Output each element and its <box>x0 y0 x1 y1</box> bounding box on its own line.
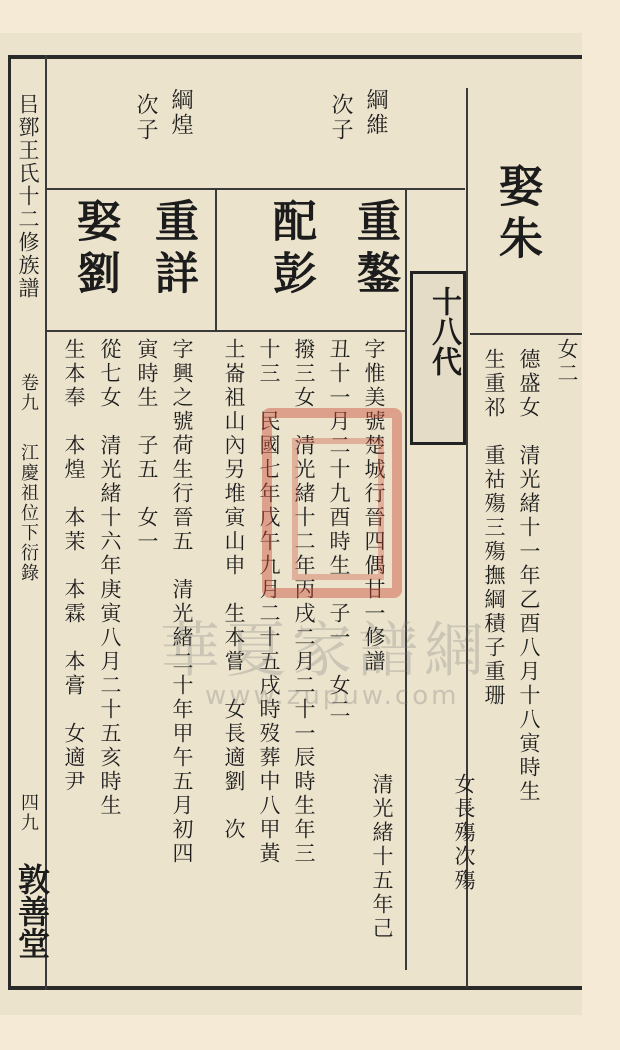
red-seal-stamp <box>262 408 402 598</box>
right-daughters-line: 女長殤次殤 <box>452 773 476 893</box>
right-column-heading-rule <box>470 333 582 335</box>
entry-chongxiang-line-1: 字興之號荷生行晉五 清光緒二十年甲午五月初四 <box>170 338 194 866</box>
entry-name-peipeng: 配彭 <box>265 198 316 302</box>
watermark-text: 華夏家譜網 <box>160 616 490 686</box>
generation-label: 十八代 <box>426 286 461 376</box>
entry-name-quliu: 娶劉 <box>69 198 120 302</box>
entry-name-chongao: 重鏊 <box>349 198 400 302</box>
right-sons-line: 生重祁 重祜殤三殤撫綱積子重珊 <box>482 348 506 708</box>
column-rule-mid <box>215 190 217 330</box>
entry-chongao-line-1: 字惟美號楚城行晉四偶甘一修譜 <box>362 338 386 674</box>
entry-name-chongxiang: 重詳 <box>147 198 198 302</box>
entry-peipeng-line-2: 土崙祖山內另堆寅山申 生本嘗 女長適劉 次 <box>222 338 246 842</box>
spine-section: 江慶祖位下衍錄 <box>18 443 39 583</box>
column-rule-right <box>405 190 407 970</box>
entry-peipeng-line-1: 清光緒十五年己 <box>370 773 394 941</box>
frame-top-border <box>8 55 582 59</box>
top-note-1-relation: 次子 <box>133 93 158 143</box>
frame-left-border <box>8 55 11 990</box>
entry-quliu-line-1: 從七女 清光緒十六年庚寅八月二十五亥時生 <box>98 338 122 818</box>
genealogy-page <box>0 33 582 1015</box>
top-band-rule <box>45 188 465 190</box>
right-entry-text: 德盛女 清光緒十一年乙酉八月十八寅時生 <box>517 348 541 804</box>
generation-label-box <box>410 271 466 445</box>
entry-chongxiang-line-2: 寅時生 子五 女一 <box>135 338 159 554</box>
entry-chongao-line-2: 丑十一月二十九酉時生 子一 女二 <box>327 338 351 722</box>
entry-chongao-line-4: 十三 民國七年戊午九月二十五戌時歿葬中八甲黃 <box>257 338 281 866</box>
watermark-url: www.zupuw.com <box>205 681 460 711</box>
frame-bottom-border <box>8 986 582 990</box>
spine-hall-name: 敦善堂 <box>13 863 51 959</box>
right-entry-heading: 娶朱 <box>491 163 542 267</box>
spine-divider <box>45 55 47 990</box>
entry-chongao-line-3: 撥三女 清光緒十二年丙戌二月二十一辰時生年三 <box>292 338 316 866</box>
spine-title: 㠯鄧王氏十二修族譜 <box>16 93 40 300</box>
entry-quliu-line-2: 生本奉 本煌 本茉 本霖 本膏 女適尹 <box>62 338 86 794</box>
spine-page-number: 四九 <box>18 793 39 833</box>
heading-band-rule <box>45 330 405 332</box>
daughters-count-note: 女二 <box>555 338 579 386</box>
spine-volume: 卷九 <box>18 373 39 413</box>
top-note-2-relation: 次子 <box>328 93 353 143</box>
top-note-2-name: 綱維 <box>363 88 388 138</box>
top-note-1-name: 綱煌 <box>168 88 193 138</box>
